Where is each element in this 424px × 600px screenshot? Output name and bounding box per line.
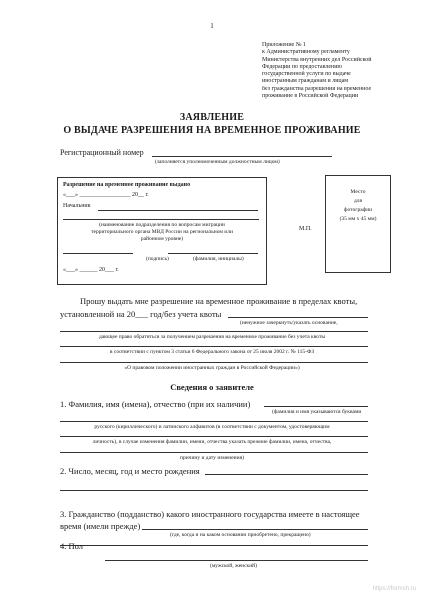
citizenship-field[interactable] (142, 529, 368, 530)
permit-date-line-2[interactable]: «___» ______ 20___ г. (63, 267, 119, 273)
photo-box-line: Место (350, 189, 366, 195)
reg-number-hint: (заполняется уполномоченным должностным лицом) (155, 159, 280, 165)
basis-hint-3: в соответствии с пунктом 3 статьи 6 Федерального закона от 25 июля 2002 г. № 115-ФЗ (109, 349, 315, 355)
appendix-note (262, 42, 410, 100)
request-line-2: установленной на 20___ год/без учета квоты (60, 309, 222, 319)
appendix-line: проживание в Российской Федерации (262, 93, 359, 100)
official-name-field[interactable] (168, 253, 258, 254)
basis-field-3[interactable] (60, 346, 368, 347)
appendix-line: Приложение № 1 (262, 42, 306, 48)
official-name-hint: (фамилия, инициалы) (193, 256, 244, 262)
item4-label: 4. Пол (60, 541, 84, 551)
birth-date-place-field-2[interactable] (60, 490, 368, 491)
item1-hint: личность), в случае изменения фамилии, имени, отчества указать прежние фамилии, имена, отчества, (92, 439, 332, 445)
watermark: https://formsh.ru (372, 586, 416, 592)
chief-field[interactable] (98, 210, 258, 211)
department-field[interactable] (63, 219, 259, 220)
full-name-field-3[interactable] (60, 436, 368, 437)
basis-hint-4: «О правовом положении иностранных граждан в Российской Федерации») (124, 365, 300, 371)
item2-label: 2. Число, месяц, год и место рождения (60, 466, 200, 476)
item1-label: 1. Фамилия, имя (имена), отчество (при их наличии) (60, 399, 251, 409)
item1-hint: русского (кириллического) и латинского алфавитов (в соответствии с документом, удостоверяющим (94, 424, 330, 430)
full-name-field-2[interactable] (60, 421, 368, 422)
page-number: 1 (210, 22, 214, 30)
item1-hint: (фамилия и имя указываются буквами (272, 409, 362, 415)
item3-hint: (где, когда и на каком основании приобретено, прекращено) (170, 532, 311, 538)
basis-field[interactable] (228, 317, 368, 318)
basis-hint-2: дающее право обратиться за получением разрешения на временное проживание без учета квоты (98, 334, 326, 340)
reg-number-label: Регистрационный номер (60, 148, 144, 157)
basis-field-2[interactable] (60, 331, 368, 332)
item1-hint: причину и дату изменения) (180, 455, 244, 461)
reg-number-field[interactable] (152, 156, 332, 157)
permit-box-heading: Разрешение на временное проживание выдано (63, 182, 191, 188)
permit-issued-box (57, 177, 267, 285)
section-title: Сведения о заявителе (170, 382, 254, 392)
photo-box-line: для (353, 198, 363, 204)
photo-box-line: фотографии (343, 207, 373, 213)
document-title: ЗАЯВЛЕНИЕ (179, 112, 245, 123)
chief-label: Начальник (63, 203, 91, 209)
appendix-line: без гражданства разрешения на временное (262, 85, 372, 92)
appendix-line: к Административному регламенту (262, 49, 350, 56)
sex-field[interactable] (105, 560, 368, 561)
photo-box-text (326, 188, 390, 224)
department-hint: (наименование подразделения по вопросам миграции (99, 222, 225, 228)
signature-field[interactable] (63, 253, 133, 254)
appendix-line: иностранным гражданам и лицам (262, 78, 349, 85)
photo-box (325, 175, 391, 273)
citizenship-field-2[interactable] (60, 545, 368, 546)
item3-label: время (имели прежде) (60, 521, 141, 531)
item3-label: 3. Гражданство (подданство) какого иностранного государства имеете в настоящее (60, 509, 360, 519)
permit-date-line[interactable]: «___» _________________ 20__ г. (63, 192, 149, 198)
photo-box-line: (35 мм х 45 мм) (339, 216, 377, 222)
department-hint: территориального органа МВД России на региональном или (91, 229, 233, 235)
basis-hint: (ненужное зачеркнуть/указать основание, (240, 320, 338, 326)
document-subtitle: О ВЫДАЧЕ РАЗРЕШЕНИЯ НА ВРЕМЕННОЕ ПРОЖИВАНИЕ (63, 125, 361, 136)
appendix-line: Федерации по предоставлению (262, 63, 342, 70)
birth-date-place-field[interactable] (205, 474, 368, 475)
stamp-label: М.П. (299, 226, 312, 232)
appendix-line: Министерства внутренних дел Российской (262, 56, 372, 63)
request-line-1: Прошу выдать мне разрешение на временное проживание в пределах квоты, (80, 296, 358, 306)
appendix-line: государственной услуги по выдаче (262, 71, 351, 78)
item4-hint: (мужской, женский) (210, 563, 257, 569)
full-name-field[interactable] (264, 406, 368, 407)
full-name-field-4[interactable] (60, 452, 368, 453)
signature-hint: (подпись) (146, 256, 169, 262)
department-hint: районном уровне) (140, 236, 184, 242)
basis-field-4[interactable] (60, 362, 368, 363)
